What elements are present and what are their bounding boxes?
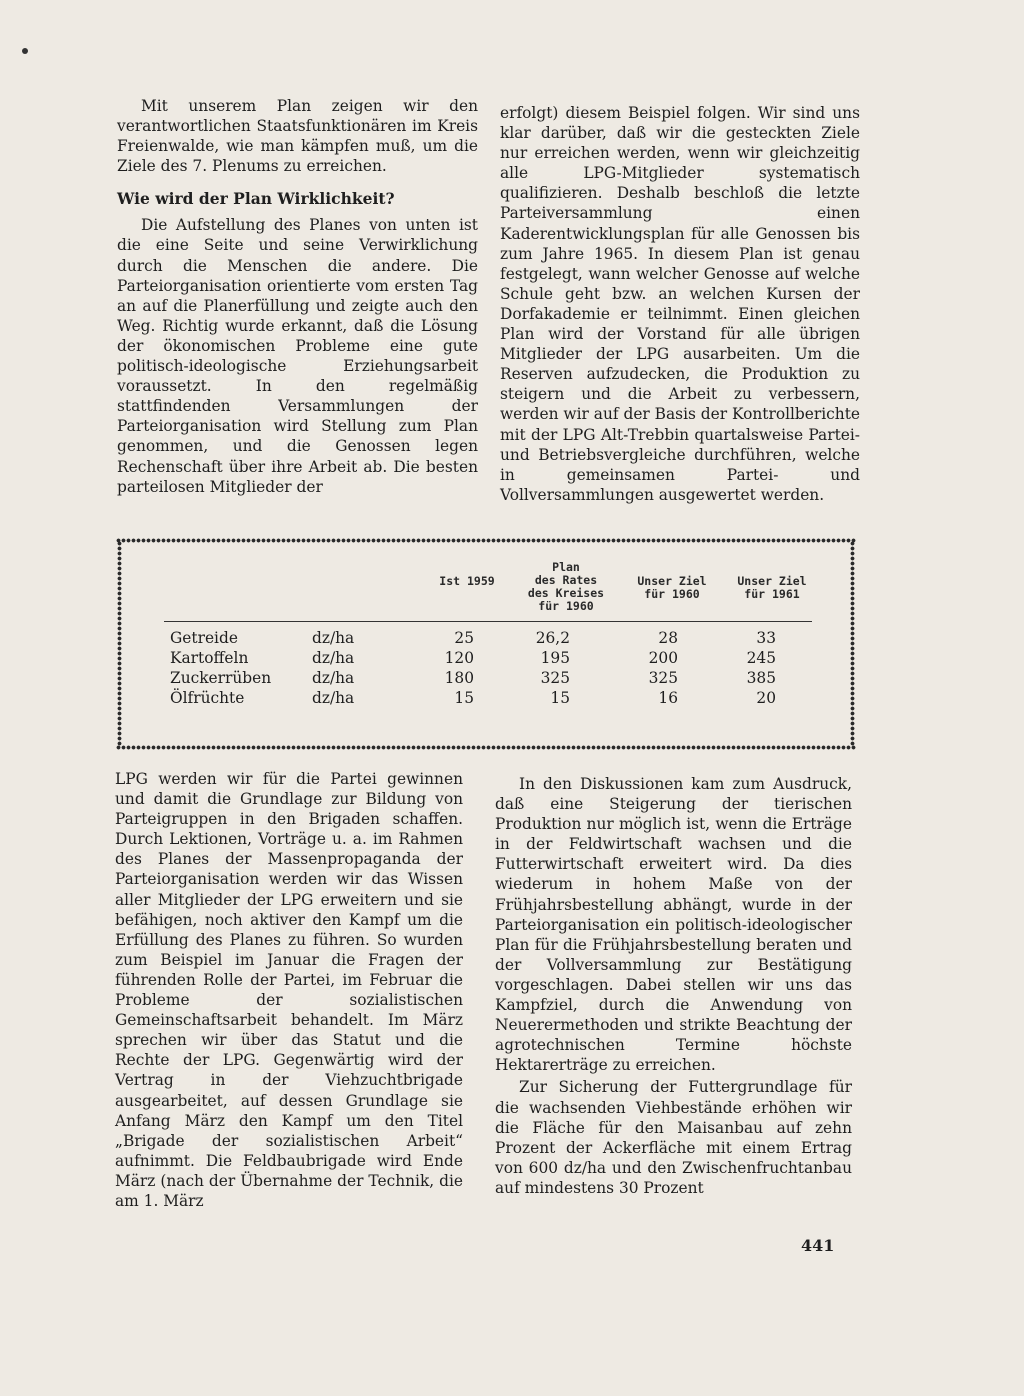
section-heading: Wie wird der Plan Wirklichkeit? — [117, 189, 395, 209]
ink-speck — [22, 48, 28, 54]
header-ziel-1961: Unser Ziel für 1961 — [737, 574, 807, 601]
paragraph: In den Diskussionen kam zum Ausdruck, daß eine Steigerung der tierischen Produktion nur möglich ist, wenn die Erträge in der Feldwirtschaft wachsen und die Futterwirtschaft erweitert wird. Da dies wiederum in hohem Maße von der Frühjahrsbestellung abhängt, wurde in der Parteiorganisation ein politisch-ideologischer Plan für die Frühjahrsbestellung beraten und der Vollversammlung zur Bestätigung vorgeschlagen. Dabei stellen wir uns das Kampfziel, durch die Anwendung von Neuerermethoden und strikte Beachtung der agrotechnischen Termine höchste Hektarerträge zu erreichen. — [495, 775, 852, 1075]
table-row: Getreide dz/ha 25 26,2 28 33 — [170, 629, 776, 647]
header-plan: Plan des Rates des Kreises für 1960 — [527, 560, 605, 613]
dotted-border-top — [116, 537, 856, 544]
paragraph: erfolgt) diesem Beispiel folgen. Wir sind uns klar darüber, daß wir die gesteckten Ziele nur erreichen werden, wenn wir gleichzeitig alle LPG-Mitglieder systematisch qualifizieren. Deshalb beschloß die letzte Parteiversammlung einen Kaderentwicklungsplan für alle Genossen bis zum Jahre 1965. In diesem Plan ist genau festgelegt, wann welcher Genosse auf welche Schule geht bzw. an welchen Kursen der Dorfakademie er teilnimmt. Einen gleichen Plan wird der Vorstand für alle übrigen Mitglieder der LPG ausarbeiten. Um die Reserven aufzudecken, die Produktion zu steigern und die Arbeit zu verbessern, werden wir auf der Basis der Kontrollberichte mit der LPG Alt-Trebbin quartalsweise Partei- und Betriebsvergleiche durchführen, welche in gemeinsamen Partei- und Vollversammlungen ausgewertet werden. — [500, 104, 860, 504]
paragraph: LPG werden wir für die Partei gewinnen und damit die Grundlage zur Bildung von Parteigruppen in den Brigaden schaffen. Durch Lektionen, Vorträge u. a. im Rahmen des Planes der Massenpropaganda der Parteiorganisation werden wir das Wissen aller Mitglieder der LPG erweitern und sie befähigen, noch aktiver den Kampf um die Erfüllung des Planes zu führen. So wurden zum Beispiel im Januar die Fragen der führenden Rolle der Partei, im Februar die Probleme der sozialistischen Gemeinschaftsarbeit behandelt. Im März sprechen wir über das Statut und die Rechte der LPG. Gegenwärtig wird der Vertrag in der Viehzuchtbrigade ausgearbeitet, auf dessen Grundlage sie Anfang März den Kampf um den Titel „Brigade der sozialistischen Arbeit“ aufnimmt. Die Feldbaubrigade wird Ende März (nach der Übernahme der Technik, die am 1. März — [115, 770, 463, 1210]
column-right-bottom — [495, 774, 852, 1198]
header-rule — [164, 621, 812, 622]
header-ziel-1960: Unser Ziel für 1960 — [637, 574, 707, 601]
column-left-top — [117, 96, 478, 497]
table-row: Ölfrüchte dz/ha 15 15 16 20 — [170, 689, 776, 707]
dotted-border-bottom — [116, 744, 856, 751]
paragraph: Die Aufstellung des Planes von unten ist die eine Seite und seine Verwirklichung durch die Menschen die andere. Die Parteiorganisation orientierte vom ersten Tag an auf die Planerfüllung und zeigte auch den Weg. Richtig wurde erkannt, daß die Lösung der ökonomischen Probleme eine gute politisch-ideologische Erziehungsarbeit voraussetzt. In den regelmäßig stattfindenden Versammlungen der Parteiorganisation wird Stellung zum Plan genommen, und die Genossen legen Rechenschaft über ihre Arbeit ab. Die besten parteilosen Mitglieder der — [117, 216, 478, 496]
column-left-bottom — [115, 769, 463, 1211]
yield-table — [116, 537, 856, 751]
table-row: Zuckerrüben dz/ha 180 325 325 385 — [170, 669, 776, 687]
header-ist: Ist 1959 — [439, 574, 495, 588]
paragraph: Zur Sicherung der Futtergrundlage für die wachsenden Viehbestände erhöhen wir die Fläche für den Maisanbau auf zehn Prozent der Ackerfläche mit einem Ertrag von 600 dz/ha und den Zwischenfruchtanbau auf mindestens 30 Prozent — [495, 1078, 852, 1197]
paragraph: Mit unserem Plan zeigen wir den verantwortlichen Staatsfunktionären im Kreis Freienwalde, wie man kämpfen muß, um die Ziele des 7. Plenums zu erreichen. — [117, 97, 478, 176]
page-number: 441 — [801, 1236, 835, 1255]
table-row: Kartoffeln dz/ha 120 195 200 245 — [170, 649, 776, 667]
column-right-top — [500, 103, 860, 505]
